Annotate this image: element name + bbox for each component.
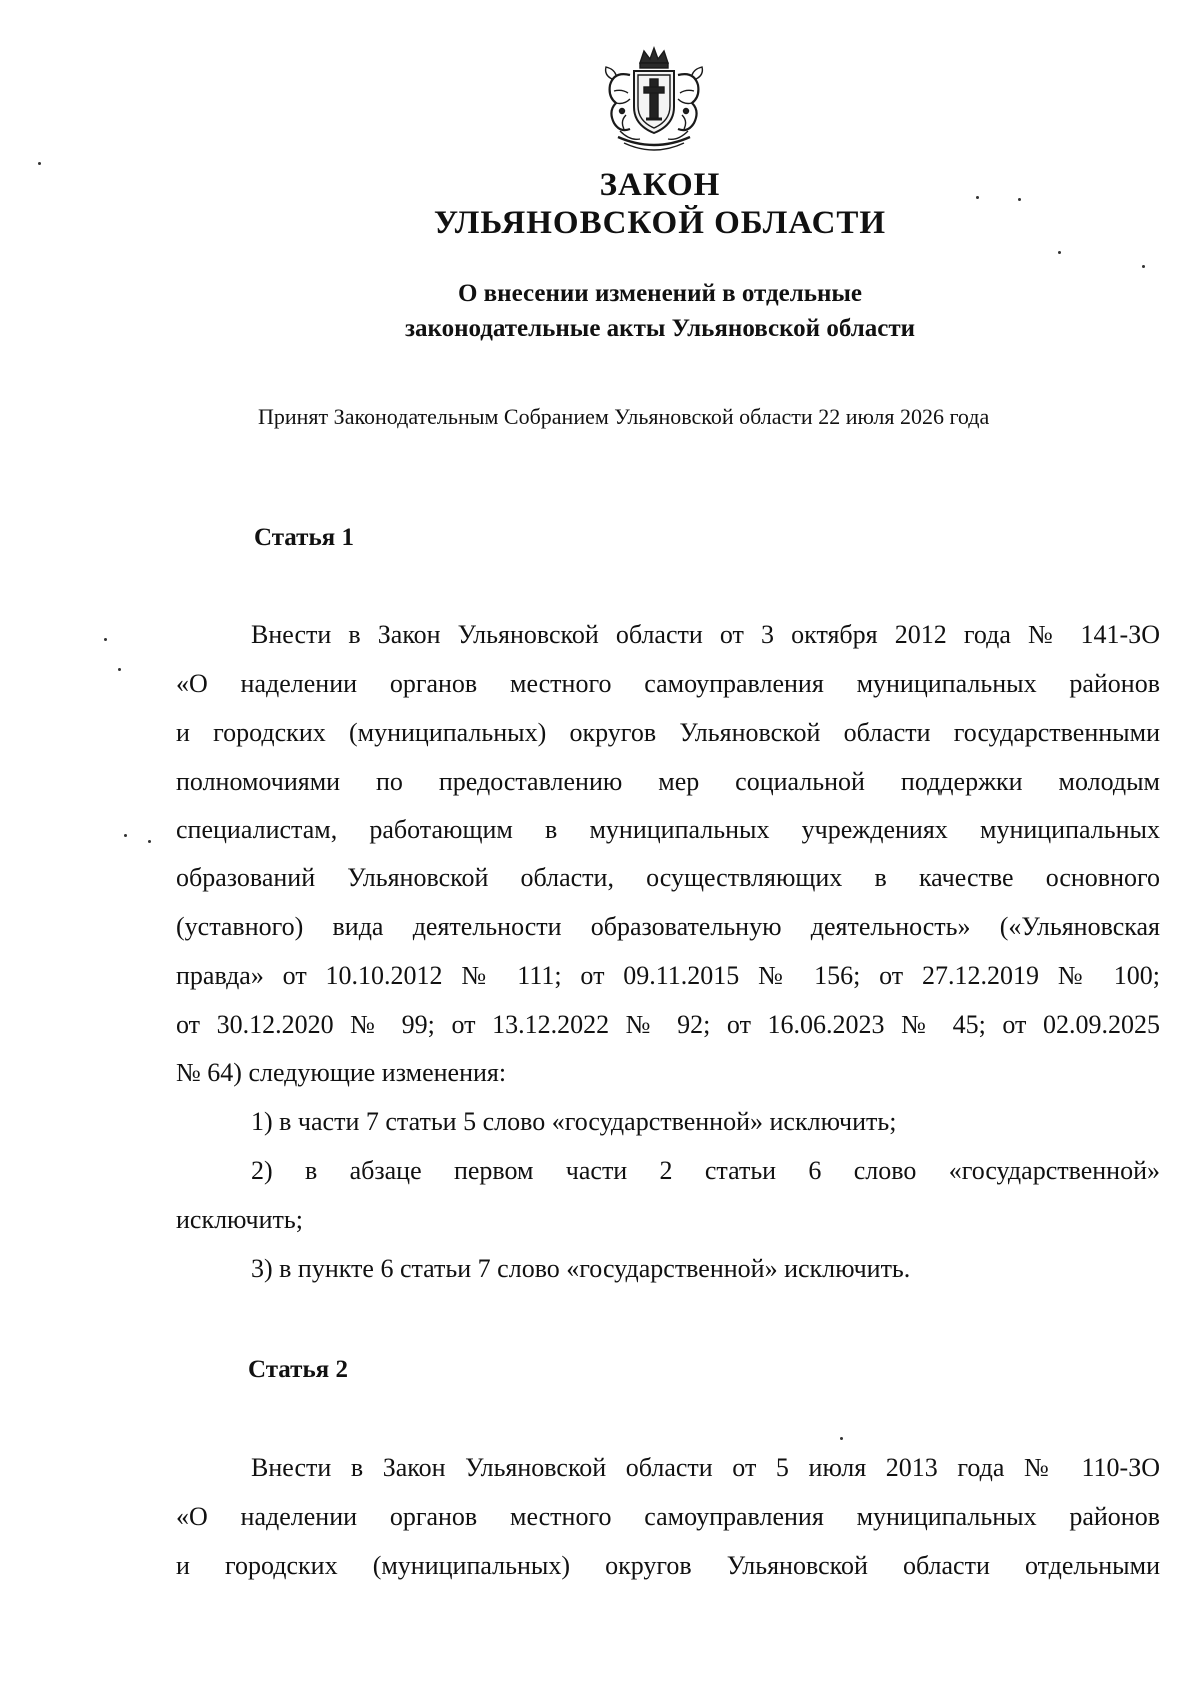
- article-2-paragraph-line: Внести в Закон Ульяновской области от 5 июля 2013 года № 110-ЗО: [251, 1453, 1160, 1482]
- article-1-item-3: 3) в пункте 6 статьи 7 слово «государственной» исключить.: [251, 1254, 911, 1283]
- coat-of-arms-icon: [600, 45, 708, 157]
- article-1-paragraph-line: Внести в Закон Ульяновской области от 3 октября 2012 года № 141-ЗО: [251, 620, 1160, 649]
- scan-speck: [38, 162, 41, 165]
- article-1-paragraph-line: образований Ульяновской области, осуществляющих в качестве основного: [176, 863, 1160, 892]
- scan-speck: [1018, 198, 1021, 201]
- law-subtitle-line2: законодательные акты Ульяновской области: [404, 315, 916, 342]
- article-2-heading: Статья 2: [248, 1356, 348, 1383]
- scan-speck: [104, 638, 107, 641]
- article-1-paragraph-line: специалистам, работающим в муниципальных учреждениях муниципальных: [176, 815, 1160, 844]
- scan-speck: [1142, 265, 1145, 268]
- article-1-item-2-line1: 2) в абзаце первом части 2 статьи 6 слово «государственной»: [251, 1156, 1160, 1185]
- adoption-note: Принят Законодательным Собранием Ульяновской области 22 июля 2026 года: [258, 404, 990, 429]
- article-1-paragraph-line: и городских (муниципальных) округов Ульяновской области государственными: [176, 718, 1160, 747]
- article-1-item-2-line2: исключить;: [176, 1205, 303, 1234]
- article-2-paragraph-line: и городских (муниципальных) округов Ульяновской области отдельными: [176, 1551, 1160, 1580]
- article-1-paragraph-line: от 30.12.2020 № 99; от 13.12.2022 № 92; от 16.06.2023 № 45; от 02.09.2025: [176, 1010, 1160, 1039]
- article-1-paragraph-line: правда» от 10.10.2012 № 111; от 09.11.2015 № 156; от 27.12.2019 № 100;: [176, 961, 1160, 990]
- scan-speck: [976, 196, 979, 199]
- scan-speck: [124, 834, 127, 837]
- article-1-paragraph-line: (уставного) вида деятельности образовательную деятельность» («Ульяновская: [176, 912, 1160, 941]
- article-2-paragraph-line: «О наделении органов местного самоуправления муниципальных районов: [176, 1502, 1160, 1531]
- law-subtitle-line1: О внесении изменений в отдельные: [457, 280, 863, 307]
- law-title-line2: УЛЬЯНОВСКОЙ ОБЛАСТИ: [433, 205, 887, 241]
- scan-speck: [118, 668, 121, 671]
- article-1-heading: Статья 1: [254, 524, 354, 551]
- article-1-paragraph-line: полномочиями по предоставлению мер социальной поддержки молодым: [176, 767, 1160, 796]
- article-1-paragraph-line: «О наделении органов местного самоуправления муниципальных районов: [176, 669, 1160, 698]
- scan-speck: [1058, 251, 1061, 254]
- scan-speck: [840, 1437, 843, 1440]
- article-1-item-1: 1) в части 7 статьи 5 слово «государственной» исключить;: [251, 1107, 897, 1136]
- scan-speck: [148, 840, 151, 843]
- article-1-paragraph-line: № 64) следующие изменения:: [176, 1058, 507, 1087]
- law-title-line1: ЗАКОН: [599, 167, 721, 203]
